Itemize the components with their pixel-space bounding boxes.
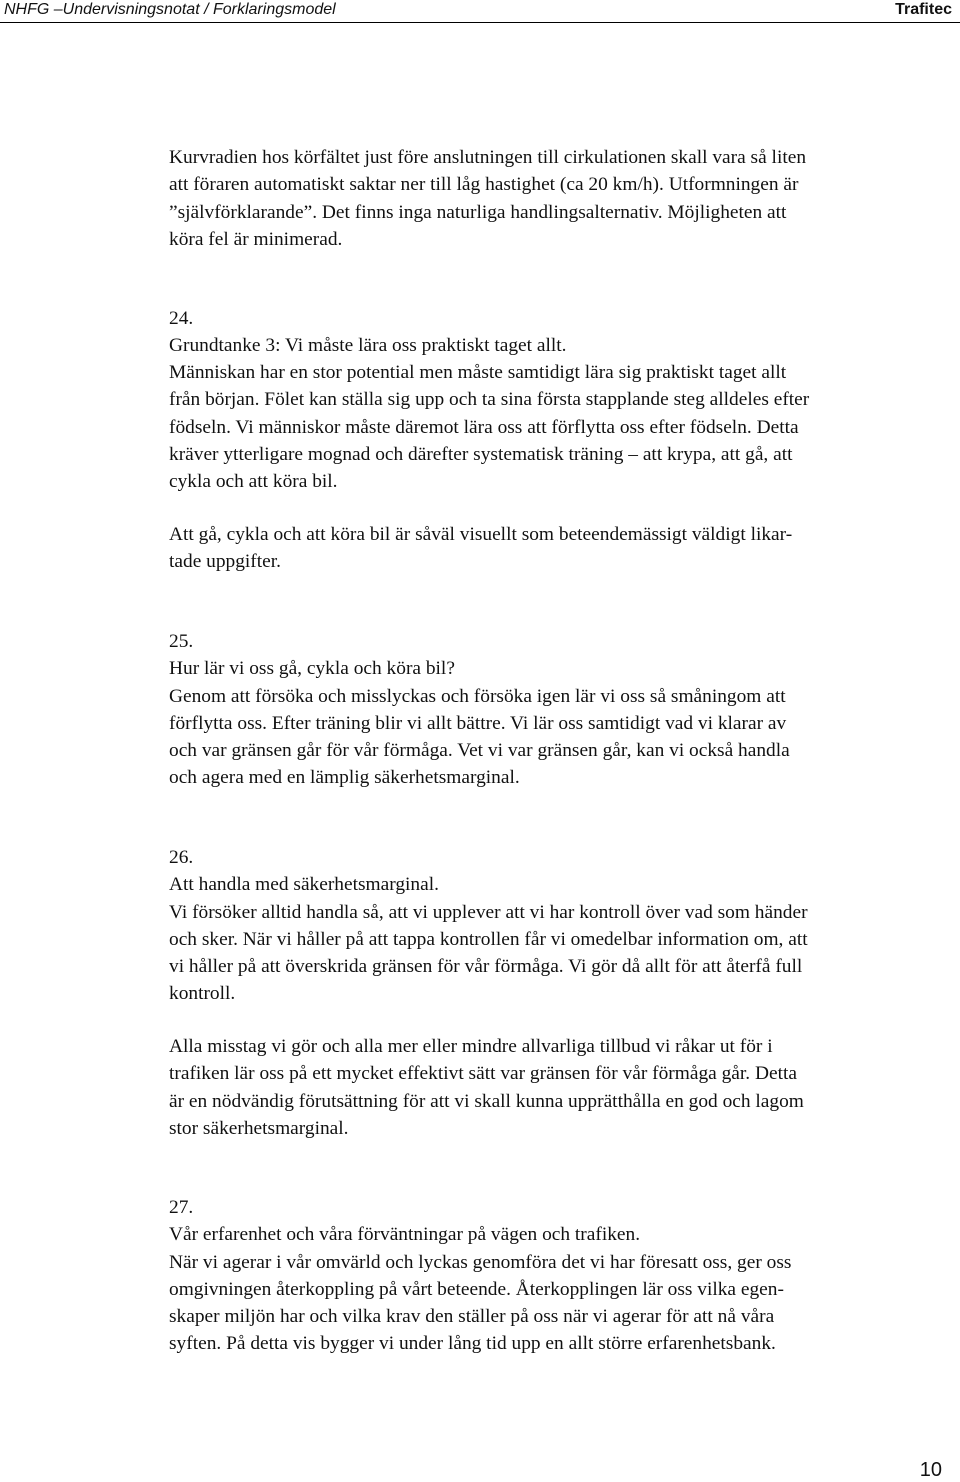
text-line: stor säkerhetsmarginal. [169,1117,349,1139]
section-25 [169,628,949,792]
text-line: Genom att försöka och misslyckas och försöka igen lär vi oss så småningom att [169,685,786,707]
text-line: Vi försöker alltid handla så, att vi upplever att vi har kontroll över vad som händer [169,901,808,923]
paragraph-att-ga [169,521,949,576]
text-line: vi håller på att överskrida gränsen för vår förmåga. Vi gör då allt för att återfå full [169,956,803,978]
text-line: Att gå, cykla och att köra bil är såväl visuellt som beteendemässigt väldigt likar- [169,524,793,545]
text-line: att föraren automatiskt saktar ner till låg hastighet (ca 20 km/h). Utformningen är [169,174,799,196]
text-line: är en nödvändig förutsättning för att vi skall kunna upprätthålla en god och lagom [169,1090,804,1112]
text-line: och sker. När vi håller på att tappa kontrollen får vi omedelbar information om, att [169,928,808,950]
text-line: tade uppgifter. [169,551,281,573]
section-title: Hur lär vi oss gå, cykla och köra bil? [169,658,455,680]
text-line: cykla och att köra bil. [169,471,338,493]
header-brand: Trafitec [895,1,952,18]
text-line: kräver ytterligare mognad och därefter systematisk träning – att krypa, att gå, att [169,443,793,465]
text-line: från början. Fölet kan ställa sig upp och ta sina första stapplande steg alldeles efter [169,389,810,411]
header-divider [0,22,960,23]
section-27 [169,1194,949,1358]
paragraph-alla-misstag [169,1033,949,1142]
text-line: och var gränsen går för vår förmåga. Vet vi var gränsen går, kan vi också handla [169,740,790,762]
text-line: ”självförklarande”. Det finns inga naturliga handlingsalternativ. Möjligheten att [169,201,787,223]
text-line: syften. På detta vis bygger vi under lång tid upp en allt större erfarenhetsbank. [169,1333,776,1355]
section-26 [169,844,949,1008]
section-title: Vår erfarenhet och våra förväntningar på vägen och trafiken. [169,1224,641,1246]
paragraph-kurvradien [169,144,949,253]
text-line: köra fel är minimerad. [169,228,343,250]
section-title: Att handla med säkerhetsmarginal. [169,874,439,896]
section-number: 25. [169,631,194,652]
text-line: födseln. Vi människor måste däremot lära oss att förflytta oss efter födseln. Detta [169,416,799,438]
text-line: skaper miljön har och vilka krav den ställer på oss när vi agerar för att nå våra [169,1306,775,1328]
text-line: förflytta oss. Efter träning blir vi allt bättre. Vi lär oss samtidigt vad vi klarar av [169,712,787,734]
text-line: och agera med en lämplig säkerhetsmarginal. [169,767,520,789]
text-line: kontroll. [169,983,236,1005]
text-line: omgivningen återkoppling på vårt beteende. Återkopplingen lär oss vilka egen- [169,1278,784,1300]
text-line: Kurvradien hos körfältet just före anslutningen till cirkulationen skall vara så liten [169,147,807,168]
section-number: 26. [169,847,194,868]
text-line: När vi agerar i vår omvärld och lyckas genomföra det vi har föresatt oss, ger oss [169,1251,792,1273]
heading-24 [169,305,949,360]
section-number: 24. [169,308,194,329]
section-title: Grundtanke 3: Vi måste lära oss praktiskt taget allt. [169,335,567,357]
page-number: 10 [919,1459,942,1481]
text-line: Människan har en stor potential men måste samtidigt lära sig praktiskt taget allt [169,362,787,383]
header-title: NHFG –Undervisningsnotat / Forklaringsmodel [4,1,336,18]
page-header [0,0,960,24]
section-number: 27. [169,1197,194,1218]
text-line: Alla misstag vi gör och alla mer eller mindre allvarliga tillbud vi råkar ut för i [169,1036,773,1057]
text-line: trafiken lär oss på ett mycket effektivt sätt var gränsen för vår förmåga går. Detta [169,1063,797,1085]
paragraph-manniskan [169,359,949,495]
